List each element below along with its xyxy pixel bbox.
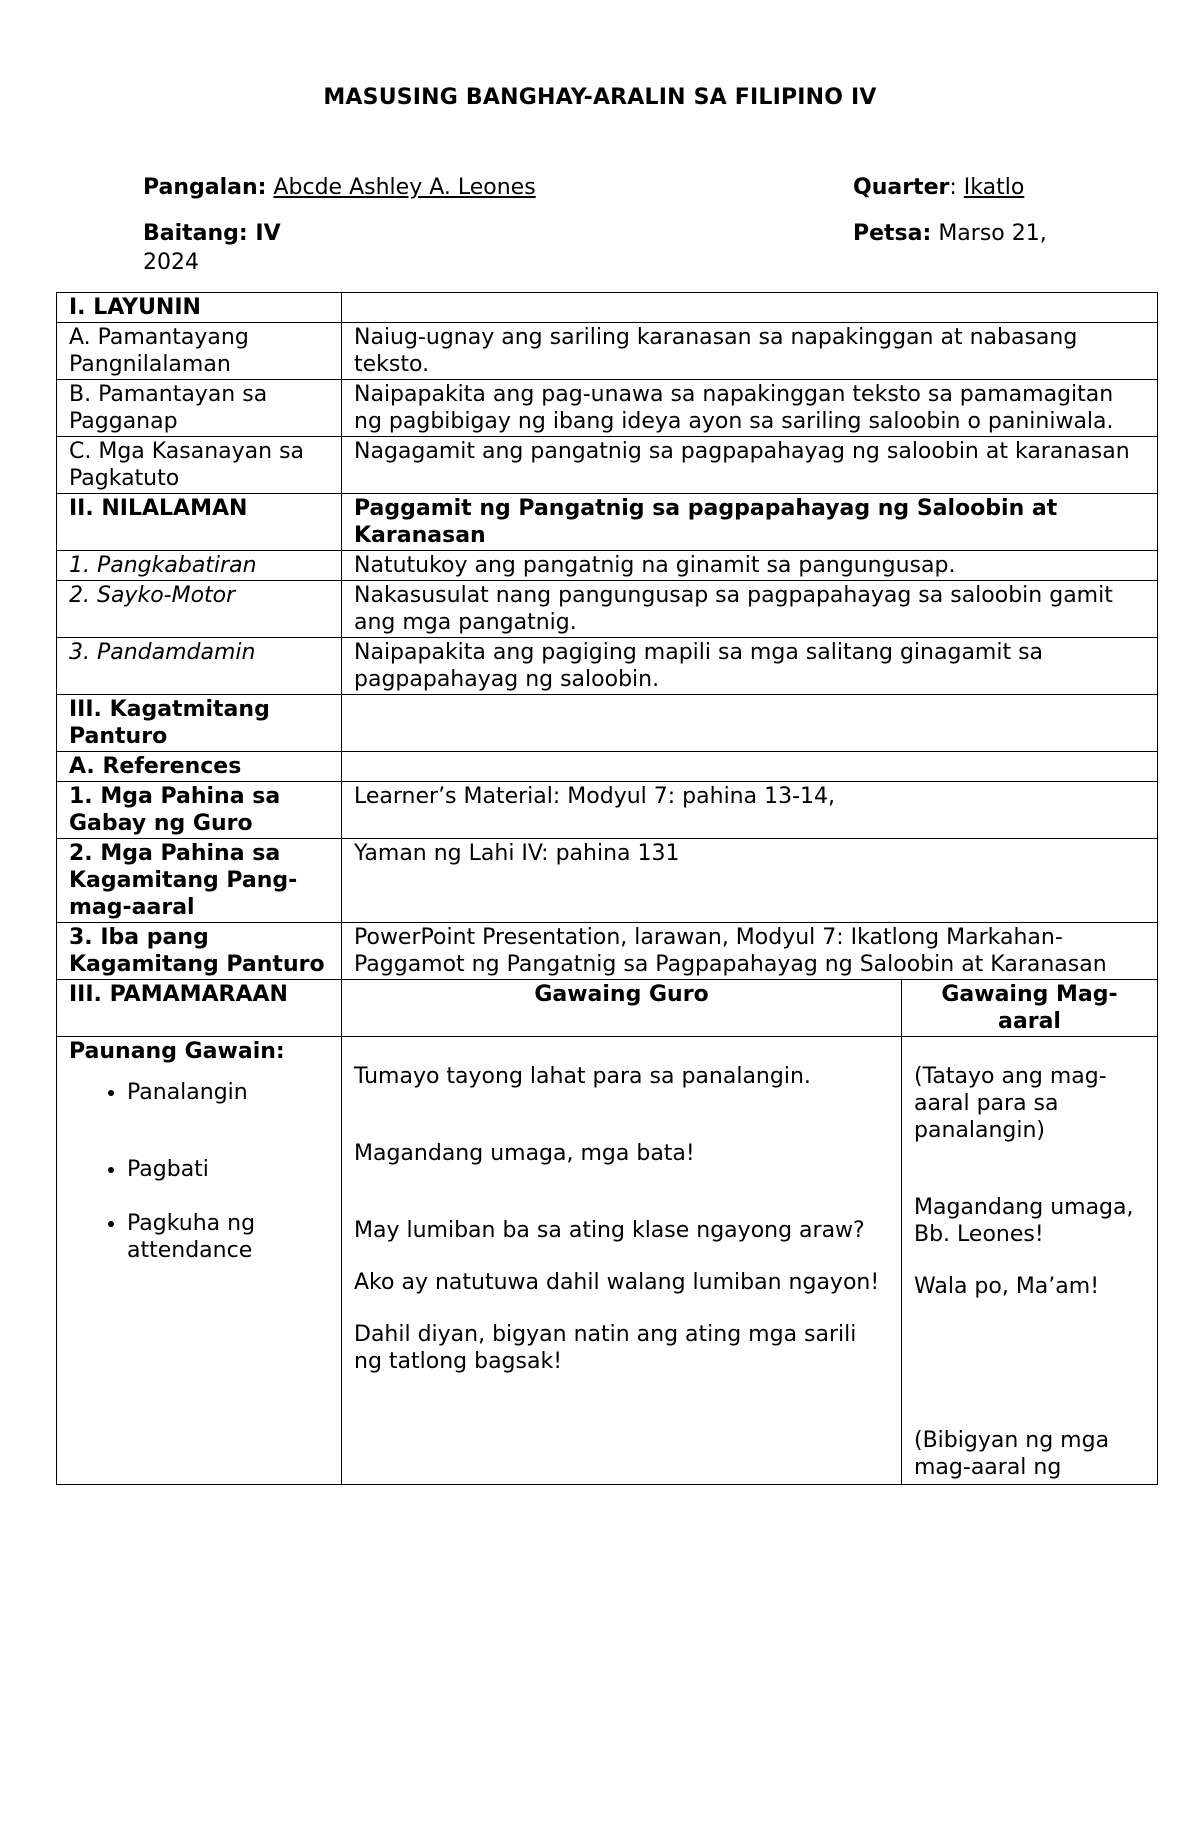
date-line (853, 220, 1047, 247)
row-label: B. Pamantayan sa Pagganap (57, 380, 342, 437)
row-value: Naiug-ugnay ang sariling karanasan sa napakinggan at nabasang teksto. (342, 323, 1158, 380)
table-row (57, 551, 1158, 581)
row-label: 2. Sayko-Motor (57, 581, 342, 638)
guro-cell (342, 1037, 902, 1485)
row-value: Naipapakita ang pag-unawa sa napakinggan teksto sa pamamagitan ng pagbibigay ng ibang ideya ayon sa sariling saloobin o paniniwala. (342, 380, 1158, 437)
guro-line: Dahil diyan, bigyan natin ang ating mga sarili ng tatlong bagsak! (354, 1322, 857, 1374)
name-line (143, 174, 536, 201)
paunang-gawain-cell (57, 1037, 342, 1485)
date-label: Petsa: (853, 221, 932, 246)
table-row (57, 437, 1158, 494)
row-value: Nagagamit ang pangatnig sa pagpapahayag ng saloobin at karanasan (342, 437, 1158, 494)
nilalaman-value: Paggamit ng Pangatnig sa pagpapahayag ng Saloobin at Karanasan (342, 494, 1158, 551)
row-label: C. Mga Kasanayan sa Pagkatuto (57, 437, 342, 494)
list-item: • Pagkuha ng attendance (127, 1210, 329, 1264)
nilalaman-heading-row (57, 494, 1158, 551)
pamamaraan-heading-row (57, 980, 1158, 1037)
guro-line: Ako ay natutuwa dahil walang lumiban ngayon! (354, 1270, 880, 1295)
row-value: Naipapakita ang pagiging mapili sa mga salitang ginagamit sa pagpapahayag ng saloobin. (342, 638, 1158, 695)
table-row (57, 638, 1158, 695)
paunang-gawain-row (57, 1037, 1158, 1485)
table-row (57, 581, 1158, 638)
nilalaman-heading: II. NILALAMAN (57, 494, 342, 551)
list-item: • Pagbati (127, 1156, 329, 1183)
empty-cell (342, 293, 1158, 323)
magaaral-line: (Tatayo ang mag-aaral para sa panalangin) (914, 1064, 1107, 1143)
row-value: Natutukoy ang pangatnig na ginamit sa pangungusap. (342, 551, 1158, 581)
quarter-line (853, 174, 1024, 201)
col-header-guro: Gawaing Guro (342, 980, 902, 1037)
activity-list (69, 1156, 329, 1183)
row-value: Yaman ng Lahi IV: pahina 131 (342, 839, 1158, 923)
references-heading: A. References (57, 752, 342, 782)
guro-line: Tumayo tayong lahat para sa panalangin. (354, 1064, 811, 1089)
document-title: MASUSING BANGHAY-ARALIN SA FILIPINO IV (323, 85, 877, 110)
table-row (57, 839, 1158, 923)
kagamitan-heading: III. Kagatmitang Panturo (57, 695, 342, 752)
row-label: 1. Pangkabatiran (57, 551, 342, 581)
row-value: Learner’s Material: Modyul 7: pahina 13-14, (342, 782, 1158, 839)
row-label: 3. Pandamdamin (57, 638, 342, 695)
date-value: Marso 21, (938, 221, 1047, 246)
grade-line (143, 220, 281, 247)
guro-line: Magandang umaga, mga bata! (354, 1141, 695, 1166)
references-row (57, 752, 1158, 782)
row-label: 3. Iba pang Kagamitang Panturo (57, 923, 342, 980)
magaaral-cell (902, 1037, 1158, 1485)
empty-cell (342, 752, 1158, 782)
empty-cell (342, 695, 1158, 752)
guro-line: May lumiban ba sa ating klase ngayong araw? (354, 1218, 865, 1243)
grade-label: Baitang: IV (143, 221, 281, 246)
quarter-colon: : (949, 175, 957, 200)
row-value: Nakasusulat nang pangungusap sa pagpapahayag sa saloobin gamit ang mga pangatnig. (342, 581, 1158, 638)
quarter-label: Quarter (853, 175, 950, 200)
row-label: A. Pamantayang Pangnilalaman (57, 323, 342, 380)
magaaral-line: Magandang umaga, Bb. Leones! (914, 1195, 1134, 1247)
magaaral-line: (Bibigyan ng mga mag-aaral ng (914, 1428, 1110, 1480)
row-value: PowerPoint Presentation, larawan, Modyul 7: Ikatlong Markahan- Paggamot ng Pangatnig sa Pagpapahayag ng Saloobin at Karanasan (342, 923, 1158, 980)
table-row (57, 323, 1158, 380)
activity-list (69, 1079, 329, 1106)
magaaral-line: Wala po, Ma’am! (914, 1274, 1100, 1299)
lesson-plan-table (56, 292, 1158, 1485)
date-year: 2024 (143, 250, 199, 275)
name-value: Abcde Ashley A. Leones (273, 175, 536, 200)
quarter-value: Ikatlo (963, 175, 1025, 200)
layunin-heading-row (57, 293, 1158, 323)
table-row (57, 782, 1158, 839)
list-item: • Panalangin (127, 1079, 329, 1106)
name-label: Pangalan: (143, 175, 267, 200)
table-row (57, 923, 1158, 980)
activity-list (69, 1210, 329, 1264)
layunin-heading: I. LAYUNIN (57, 293, 342, 323)
row-label: 2. Mga Pahina sa Kagamitang Pang-mag-aaral (57, 839, 342, 923)
kagamitan-heading-row (57, 695, 1158, 752)
row-label: 1. Mga Pahina sa Gabay ng Guro (57, 782, 342, 839)
col-header-magaaral: Gawaing Mag-aaral (902, 980, 1158, 1037)
paunang-gawain-label: Paunang Gawain: (69, 1039, 285, 1064)
table-row (57, 380, 1158, 437)
pamamaraan-heading: III. PAMAMARAAN (57, 980, 342, 1037)
